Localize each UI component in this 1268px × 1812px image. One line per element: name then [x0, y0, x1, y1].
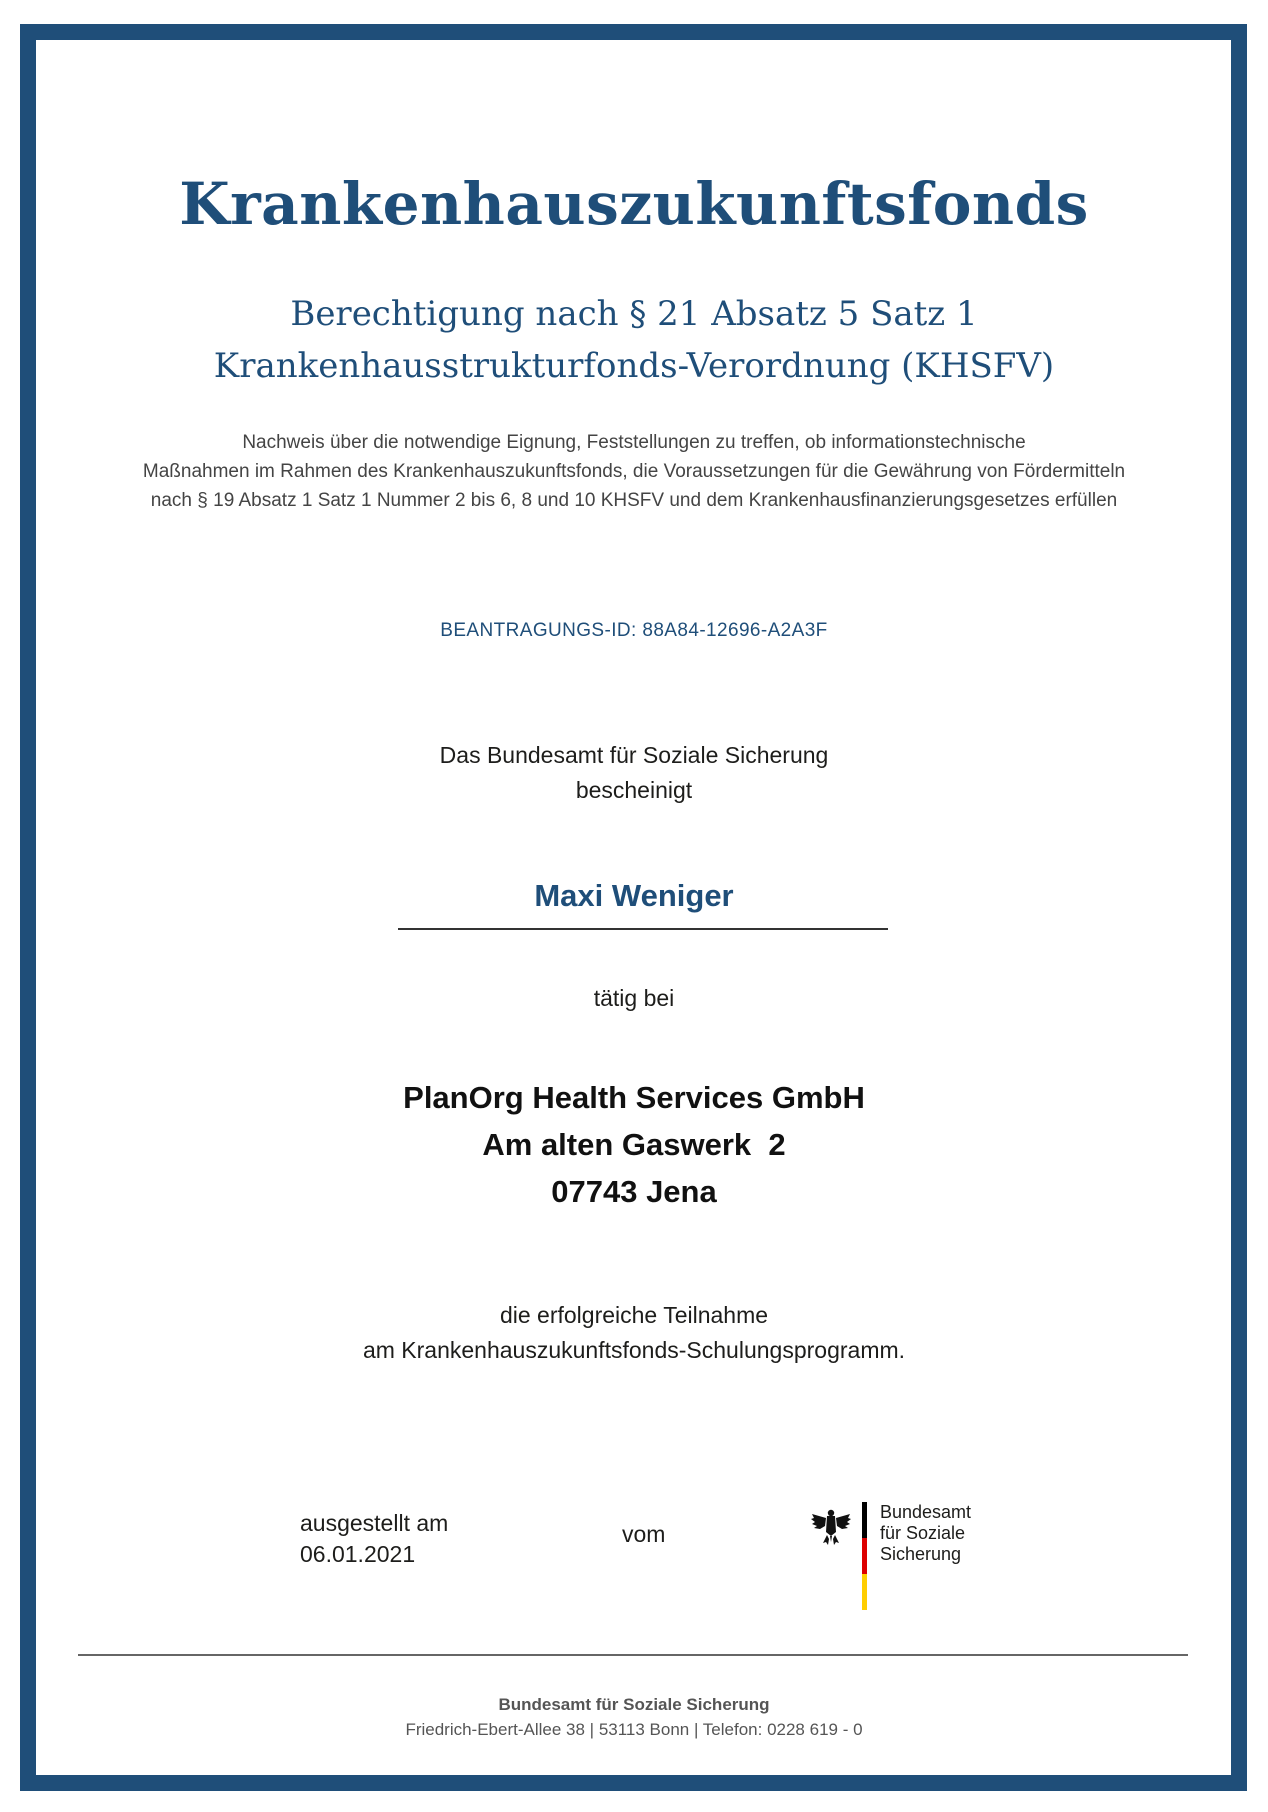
- certificate-title: Krankenhauszukunftsfonds: [179, 170, 1089, 238]
- certifier-text: [0, 738, 1268, 808]
- intro-line-1: Nachweis über die notwendige Eignung, Feststellungen zu treffen, ob informationstechnische: [242, 432, 1026, 453]
- organization-city: 07743 Jena: [551, 1174, 717, 1209]
- flag-red-stripe: [862, 1538, 867, 1574]
- intro-text: [0, 428, 1268, 515]
- organization-name: PlanOrg Health Services GmbH: [403, 1080, 865, 1115]
- participation-line-1: die erfolgreiche Teilnahme: [499, 1302, 769, 1328]
- employed-label: tätig bei: [593, 985, 675, 1011]
- certifier-line-2: bescheinigt: [575, 777, 693, 803]
- subtitle-line-2: Krankenhausstrukturfonds-Verordnung (KHSFV): [213, 346, 1055, 386]
- federal-eagle-icon: [810, 1506, 852, 1546]
- organization-street: Am alten Gaswerk 2: [482, 1127, 786, 1162]
- application-id: BEANTRAGUNGS-ID: 88A84-12696-A2A3F: [440, 620, 828, 641]
- issued-label: ausgestellt am: [300, 1510, 449, 1536]
- certifier-line-1: Das Bundesamt für Soziale Sicherung: [439, 742, 829, 768]
- recipient-name: Maxi Weniger: [534, 878, 734, 913]
- flag-gold-stripe: [862, 1574, 867, 1610]
- issued-by-label: vom: [622, 1521, 666, 1547]
- subtitle-line-1: Berechtigung nach § 21 Absatz 5 Satz 1: [290, 294, 978, 334]
- issued-block: [300, 1508, 448, 1570]
- intro-line-3: nach § 19 Absatz 1 Satz 1 Nummer 2 bis 6, 8 und 10 KHSFV und dem Krankenhausfinanzierungsgesetzes erfüllen: [150, 490, 1118, 511]
- participation-text: [0, 1298, 1268, 1368]
- footer-divider: [78, 1654, 1188, 1656]
- name-underline: [398, 928, 888, 930]
- footer-org: Bundesamt für Soziale Sicherung: [498, 1695, 770, 1714]
- flag-black-stripe: [862, 1502, 867, 1538]
- logo-line-1: Bundesamt: [880, 1502, 972, 1522]
- organization-block: [0, 1074, 1268, 1215]
- logo-line-2: für Soziale Sicherung: [880, 1523, 966, 1564]
- logo-text: [880, 1502, 1050, 1565]
- german-flag-bar: [862, 1502, 867, 1610]
- intro-line-2: Maßnahmen im Rahmen des Krankenhauszukunftsfonds, die Voraussetzungen für die Gewährung von Fördermitteln: [142, 461, 1126, 482]
- issued-date: 06.01.2021: [300, 1541, 416, 1567]
- footer-address: Friedrich-Ebert-Allee 38 | 53113 Bonn | Telefon: 0228 619 - 0: [405, 1720, 863, 1739]
- certificate-subtitle: [0, 288, 1268, 392]
- bas-logo: [810, 1502, 1050, 1612]
- participation-line-2: am Krankenhauszukunftsfonds-Schulungsprogramm.: [362, 1337, 906, 1363]
